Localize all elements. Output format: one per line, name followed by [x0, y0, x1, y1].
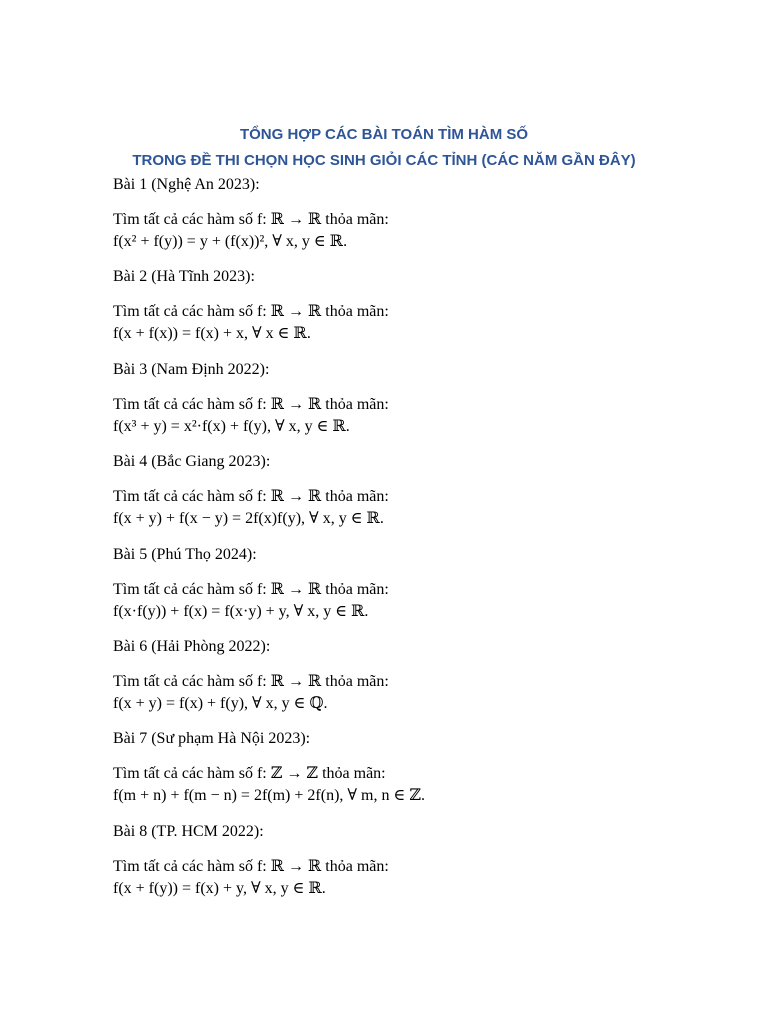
problem-list — [113, 175, 673, 914]
problem-equation: f(x + f(x)) = f(x) + x, ∀ x ∈ ℝ. — [113, 325, 311, 343]
problem-heading: Bài 5 (Phú Thọ 2024): — [113, 545, 257, 563]
problem-6 — [113, 637, 673, 729]
document-title-line1: TỔNG HỢP CÁC BÀI TOÁN TÌM HÀM SỐ — [239, 126, 529, 143]
problem-heading: Bài 4 (Bắc Giang 2023): — [113, 453, 271, 471]
problem-4 — [113, 452, 673, 544]
problem-8 — [113, 822, 673, 914]
problem-equation: f(x + y) + f(x − y) = 2f(x)f(y), ∀ x, y ∈ ℝ. — [113, 510, 384, 528]
problem-statement: Tìm tất cả các hàm số f: ℝ → ℝ thỏa mãn: — [113, 395, 389, 413]
problem-5 — [113, 545, 673, 637]
problem-heading: Bài 2 (Hà Tĩnh 2023): — [113, 268, 255, 286]
problem-heading: Bài 6 (Hải Phòng 2022): — [113, 637, 271, 655]
problem-2 — [113, 267, 673, 359]
problem-heading: Bài 1 (Nghệ An 2023): — [113, 176, 260, 193]
problem-7 — [113, 729, 673, 821]
problem-equation: f(x² + f(y)) = y + (f(x))², ∀ x, y ∈ ℝ. — [113, 233, 348, 250]
problem-statement: Tìm tất cả các hàm số f: ℝ → ℝ thỏa mãn: — [113, 857, 389, 875]
document-title-line2: TRONG ĐỀ THI CHỌN HỌC SINH GIỎI CÁC TỈNH (CÁC NĂM GẦN ĐÂY) — [132, 152, 636, 169]
problem-3 — [113, 360, 673, 452]
problem-statement: Tìm tất cả các hàm số f: ℝ → ℝ thỏa mãn: — [113, 580, 389, 598]
problem-heading: Bài 8 (TP. HCM 2022): — [113, 822, 264, 840]
problem-statement: Tìm tất cả các hàm số f: ℝ → ℝ thỏa mãn: — [113, 303, 389, 321]
problem-equation: f(x + f(y)) = f(x) + y, ∀ x, y ∈ ℝ. — [113, 879, 326, 897]
problem-1 — [113, 175, 673, 267]
problem-equation: f(m + n) + f(m − n) = 2f(m) + 2f(n), ∀ m, n ∈ ℤ. — [113, 787, 426, 805]
problem-statement: Tìm tất cả các hàm số f: ℝ → ℝ thỏa mãn: — [113, 211, 389, 228]
problem-statement: Tìm tất cả các hàm số f: ℤ → ℤ thỏa mãn: — [113, 765, 386, 783]
problem-statement: Tìm tất cả các hàm số f: ℝ → ℝ thỏa mãn: — [113, 488, 389, 506]
problem-equation: f(x + y) = f(x) + f(y), ∀ x, y ∈ ℚ. — [113, 694, 328, 712]
problem-statement: Tìm tất cả các hàm số f: ℝ → ℝ thỏa mãn: — [113, 672, 389, 690]
problem-equation: f(x·f(y)) + f(x) = f(x·y) + y, ∀ x, y ∈ ℝ. — [113, 602, 369, 620]
problem-heading: Bài 3 (Nam Định 2022): — [113, 360, 270, 378]
problem-equation: f(x³ + y) = x²·f(x) + f(y), ∀ x, y ∈ ℝ. — [113, 417, 350, 435]
problem-heading: Bài 7 (Sư phạm Hà Nội 2023): — [113, 730, 311, 748]
